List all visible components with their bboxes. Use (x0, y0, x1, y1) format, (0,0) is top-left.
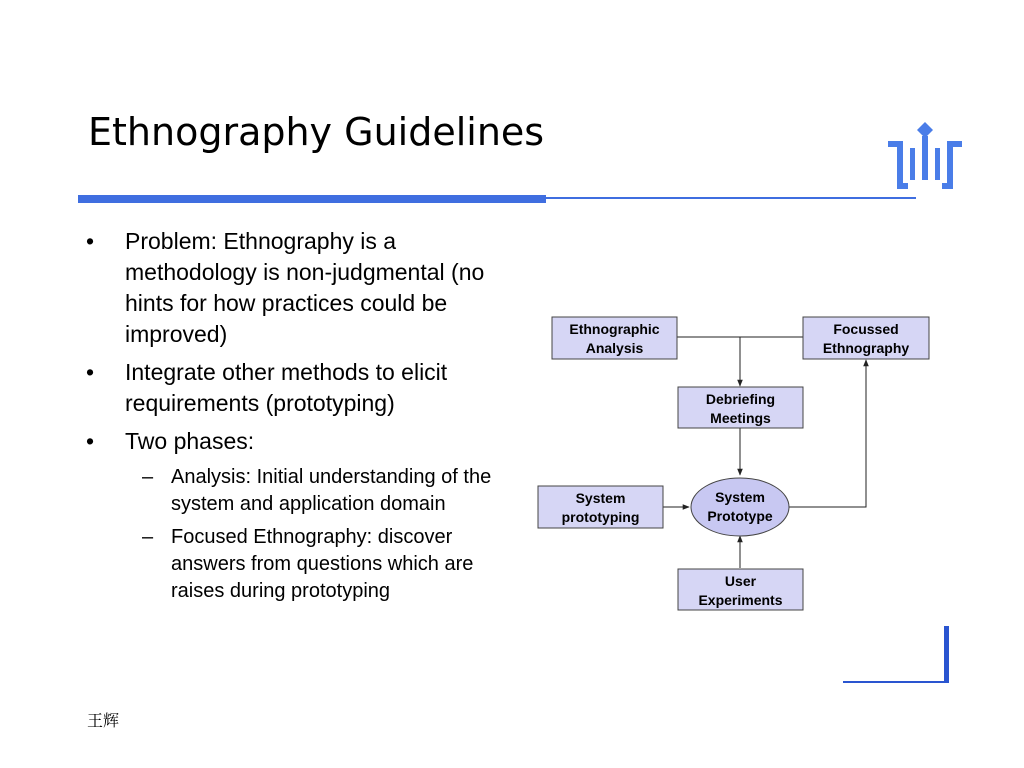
node-label-line: Meetings (710, 410, 771, 426)
node-label-line: Debriefing (705, 391, 776, 407)
bullet-text: Problem: Ethnography is a methodology is non-judgmental (no hints for how practices could be improved) (125, 228, 485, 347)
dash-marker: – (142, 466, 154, 488)
bullet-item (86, 357, 506, 419)
title-rule-thick (78, 195, 546, 203)
node-system-prototype (691, 478, 789, 536)
corner-bracket-vertical (944, 626, 949, 683)
node-label-line: System (715, 489, 765, 505)
sub-bullet-item (86, 464, 506, 518)
title-rule-thin (546, 197, 916, 199)
bullet-text: Integrate other methods to elicit requirements (prototyping) (125, 359, 448, 416)
dash-marker: – (142, 526, 154, 548)
bullet-item (86, 426, 506, 457)
node-label-line: Ethnography (822, 340, 910, 356)
node-label-line: Analysis (585, 340, 644, 356)
logo-icon (880, 118, 970, 193)
bullet-text: Two phases: (125, 428, 255, 454)
sub-bullet-item (86, 524, 506, 605)
slide-title: Ethnography Guidelines (88, 110, 545, 154)
node-debriefing-meetings (678, 387, 803, 428)
node-system-prototyping (538, 486, 663, 528)
bullet-item (86, 226, 506, 350)
ethnography-flow-diagram (530, 310, 940, 620)
bullet-list (86, 226, 506, 611)
connector-prototype-to-focussed (789, 360, 866, 507)
node-label-line: Experiments (698, 592, 783, 608)
node-ethnographic-analysis (552, 317, 677, 359)
sub-bullet-text: Analysis: Initial understanding of the system and application domain (171, 466, 492, 515)
node-focussed-ethnography (803, 317, 929, 359)
node-label-line: User (724, 573, 757, 589)
node-label-line: Prototype (707, 508, 773, 524)
node-user-experiments (678, 569, 803, 610)
bullet-marker: • (86, 359, 95, 385)
sub-bullet-text: Focused Ethnography: discover answers from questions which are raises during prototyping (171, 526, 474, 602)
footer-author: 王辉 (87, 711, 120, 730)
bullet-marker: • (86, 228, 95, 254)
node-label-line: prototyping (561, 509, 640, 525)
node-label-line: Focussed (833, 321, 899, 337)
node-label-line: System (575, 490, 626, 506)
bullet-marker: • (86, 428, 95, 454)
node-label-line: Ethnographic (569, 321, 660, 337)
corner-bracket-horizontal (843, 681, 949, 683)
